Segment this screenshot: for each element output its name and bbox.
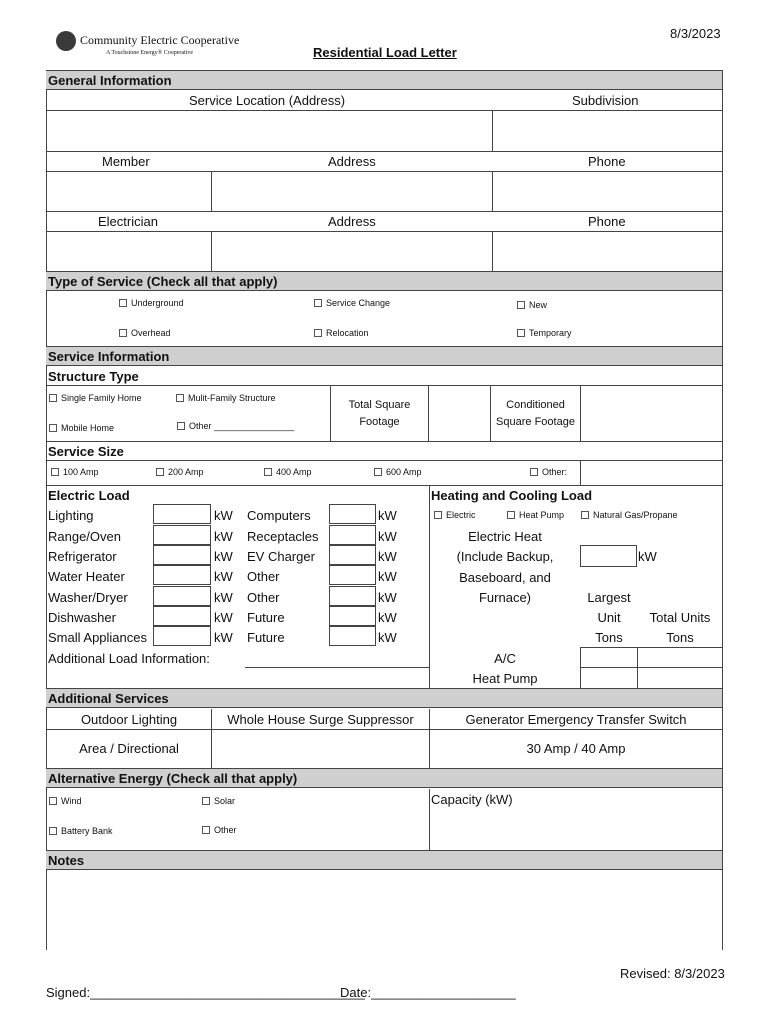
section-additional-services: Additional Services xyxy=(46,688,722,708)
ac-largest-unit-field[interactable] xyxy=(581,648,636,666)
member-address-field[interactable] xyxy=(212,172,491,210)
ac-total-units-field[interactable] xyxy=(638,648,721,666)
electrician-address-field[interactable] xyxy=(212,232,491,270)
checkbox-multi-family[interactable]: Mulit-Family Structure xyxy=(176,393,276,403)
checkbox-heat-electric[interactable]: Electric xyxy=(434,510,476,520)
checkbox-600-amp[interactable]: 600 Amp xyxy=(374,467,422,477)
checkbox-new[interactable]: New xyxy=(517,300,547,310)
load-unit-left: kW xyxy=(214,549,233,564)
checkbox-100-amp[interactable]: 100 Amp xyxy=(51,467,99,477)
signature-line[interactable]: Signed:______________________________________ xyxy=(46,985,365,1000)
load-kw-field-left[interactable] xyxy=(153,626,211,646)
label-largest-unit-3: Tons xyxy=(595,630,623,645)
load-kw-field-left[interactable] xyxy=(153,606,211,626)
notes-field[interactable] xyxy=(47,871,721,949)
load-unit-right: kW xyxy=(378,549,397,564)
load-label-left: Range/Oven xyxy=(48,529,121,544)
checkbox-service-change[interactable]: Service Change xyxy=(314,298,390,308)
electrician-field[interactable] xyxy=(47,232,210,270)
load-label-right: Receptacles xyxy=(247,529,319,544)
section-notes: Notes xyxy=(46,850,722,870)
checkbox-overhead[interactable]: Overhead xyxy=(119,328,171,338)
label-electrician-phone: Phone xyxy=(588,214,626,229)
label-generator-amps: 30 Amp / 40 Amp xyxy=(526,741,626,756)
load-kw-field-right[interactable] xyxy=(329,565,376,585)
checkbox-temporary[interactable]: Temporary xyxy=(517,328,572,338)
label-total-square-footage: Total Square Footage xyxy=(348,399,411,428)
checkbox-size-other[interactable]: Other: xyxy=(530,467,567,477)
checkbox-heat-pump[interactable]: Heat Pump xyxy=(507,510,564,520)
electrician-phone-field[interactable] xyxy=(493,232,721,270)
load-unit-right: kW xyxy=(378,630,397,645)
load-kw-field-left[interactable] xyxy=(153,525,211,545)
checkbox-400-amp[interactable]: 400 Amp xyxy=(264,467,312,477)
checkbox-battery-bank[interactable]: Battery Bank xyxy=(49,826,113,836)
checkbox-solar[interactable]: Solar xyxy=(202,796,235,806)
conditioned-square-footage-field[interactable] xyxy=(581,387,721,440)
label-subdivision: Subdivision xyxy=(572,93,639,108)
section-general: General Information xyxy=(46,70,722,90)
label-member: Member xyxy=(102,154,150,169)
load-unit-left: kW xyxy=(214,508,233,523)
load-kw-field-right[interactable] xyxy=(329,525,376,545)
load-label-left: Lighting xyxy=(48,508,94,523)
label-largest-unit: Largest xyxy=(587,590,631,605)
revised-date: Revised: 8/3/2023 xyxy=(620,966,725,981)
checkbox-single-family[interactable]: Single Family Home xyxy=(49,393,142,403)
surge-suppressor-field[interactable] xyxy=(212,730,428,767)
label-service-location: Service Location (Address) xyxy=(189,93,346,108)
load-kw-field-left[interactable] xyxy=(153,545,211,565)
member-phone-field[interactable] xyxy=(493,172,721,210)
label-area-directional: Area / Directional xyxy=(79,741,179,756)
checkbox-wind[interactable]: Wind xyxy=(49,796,82,806)
service-location-field[interactable] xyxy=(47,111,491,150)
label-generator-switch: Generator Emergency Transfer Switch xyxy=(465,712,687,727)
label-total-units-2: Tons xyxy=(666,630,694,645)
header-date: 8/3/2023 xyxy=(670,26,721,41)
load-label-right: Other xyxy=(247,590,280,605)
load-unit-left: kW xyxy=(214,630,233,645)
load-kw-field-left[interactable] xyxy=(153,586,211,606)
label-surge-suppressor: Whole House Surge Suppressor xyxy=(227,712,414,727)
page-title: Residential Load Letter xyxy=(313,45,457,60)
load-kw-field-right[interactable] xyxy=(329,606,376,626)
load-kw-field-left[interactable] xyxy=(153,565,211,585)
load-kw-field-right[interactable] xyxy=(329,545,376,565)
label-member-address: Address xyxy=(328,154,376,169)
label-service-size: Service Size xyxy=(46,442,722,461)
load-unit-left: kW xyxy=(214,569,233,584)
load-unit-right: kW xyxy=(378,508,397,523)
load-kw-field-right[interactable] xyxy=(329,586,376,606)
label-ac: A/C xyxy=(494,651,516,666)
label-outdoor-lighting: Outdoor Lighting xyxy=(80,712,178,727)
load-label-right: Other xyxy=(247,569,280,584)
load-label-right: Future xyxy=(247,610,285,625)
electric-heat-kw-unit: kW xyxy=(638,549,657,564)
load-kw-field-right[interactable] xyxy=(329,504,376,524)
label-electric-heat: Electric Heat xyxy=(468,529,542,544)
label-electrician: Electrician xyxy=(98,214,158,229)
subdivision-field[interactable] xyxy=(493,111,721,150)
org-tagline: A Touchstone Energy® Cooperative xyxy=(106,50,194,56)
load-label-right: Computers xyxy=(247,508,311,523)
label-capacity: Capacity (kW) xyxy=(431,792,513,807)
form-right-border xyxy=(722,70,723,950)
checkbox-relocation[interactable]: Relocation xyxy=(314,328,369,338)
load-kw-field-left[interactable] xyxy=(153,504,211,524)
heating-cooling-title: Heating and Cooling Load xyxy=(431,488,593,503)
load-label-left: Refrigerator xyxy=(48,549,117,564)
total-square-footage-field[interactable] xyxy=(429,387,490,440)
label-heat-pump: Heat Pump xyxy=(472,671,538,686)
label-structure-type: Structure Type xyxy=(46,367,722,386)
section-service-information: Service Information xyxy=(46,346,722,366)
heat-pump-total-units-field[interactable] xyxy=(638,668,721,687)
label-additional-load: Additional Load Information: xyxy=(48,651,210,666)
load-kw-field-right[interactable] xyxy=(329,626,376,646)
label-total-units: Total Units xyxy=(649,610,711,625)
load-unit-left: kW xyxy=(214,529,233,544)
label-electric-heat-3: Baseboard, and xyxy=(459,570,551,585)
load-unit-right: kW xyxy=(378,569,397,584)
member-field[interactable] xyxy=(47,172,210,210)
checkbox-mobile-home[interactable]: Mobile Home xyxy=(49,423,114,433)
label-electrician-address: Address xyxy=(328,214,376,229)
capacity-field[interactable] xyxy=(430,808,721,849)
heat-pump-largest-unit-field[interactable] xyxy=(581,668,636,687)
load-label-left: Water Heater xyxy=(48,569,125,584)
label-electric-heat-2: (Include Backup, xyxy=(456,549,554,564)
section-alternative-energy: Alternative Energy (Check all that apply) xyxy=(46,768,722,788)
additional-load-field[interactable] xyxy=(245,667,429,668)
checkbox-200-amp[interactable]: 200 Amp xyxy=(156,467,204,477)
load-unit-left: kW xyxy=(214,590,233,605)
load-unit-right: kW xyxy=(378,590,397,605)
electric-load-title: Electric Load xyxy=(48,488,130,503)
section-type-of-service: Type of Service (Check all that apply) xyxy=(46,271,722,291)
checkbox-underground[interactable]: Underground xyxy=(119,298,184,308)
load-unit-right: kW xyxy=(378,529,397,544)
load-label-right: EV Charger xyxy=(247,549,315,564)
load-label-right: Future xyxy=(247,630,285,645)
size-other-field[interactable] xyxy=(581,462,721,484)
signature-date-line[interactable]: Date:____________________ xyxy=(340,985,516,1000)
coop-logo-icon xyxy=(56,31,76,51)
load-label-left: Dishwasher xyxy=(48,610,116,625)
label-electric-heat-4: Furnace) xyxy=(478,590,532,605)
label-conditioned-square-footage: Conditioned Square Footage xyxy=(496,399,575,428)
electric-heat-kw-field[interactable] xyxy=(580,545,637,567)
load-unit-left: kW xyxy=(214,610,233,625)
org-name: Community Electric Cooperative xyxy=(80,33,240,47)
checkbox-natural-gas[interactable]: Natural Gas/Propane xyxy=(581,510,678,520)
load-unit-right: kW xyxy=(378,610,397,625)
label-member-phone: Phone xyxy=(588,154,626,169)
checkbox-structure-other[interactable]: Other ________________ xyxy=(177,421,294,431)
load-label-left: Small Appliances xyxy=(48,630,147,645)
label-largest-unit-2: Unit xyxy=(597,610,621,625)
load-label-left: Washer/Dryer xyxy=(48,590,128,605)
checkbox-alt-other[interactable]: Other xyxy=(202,825,237,835)
